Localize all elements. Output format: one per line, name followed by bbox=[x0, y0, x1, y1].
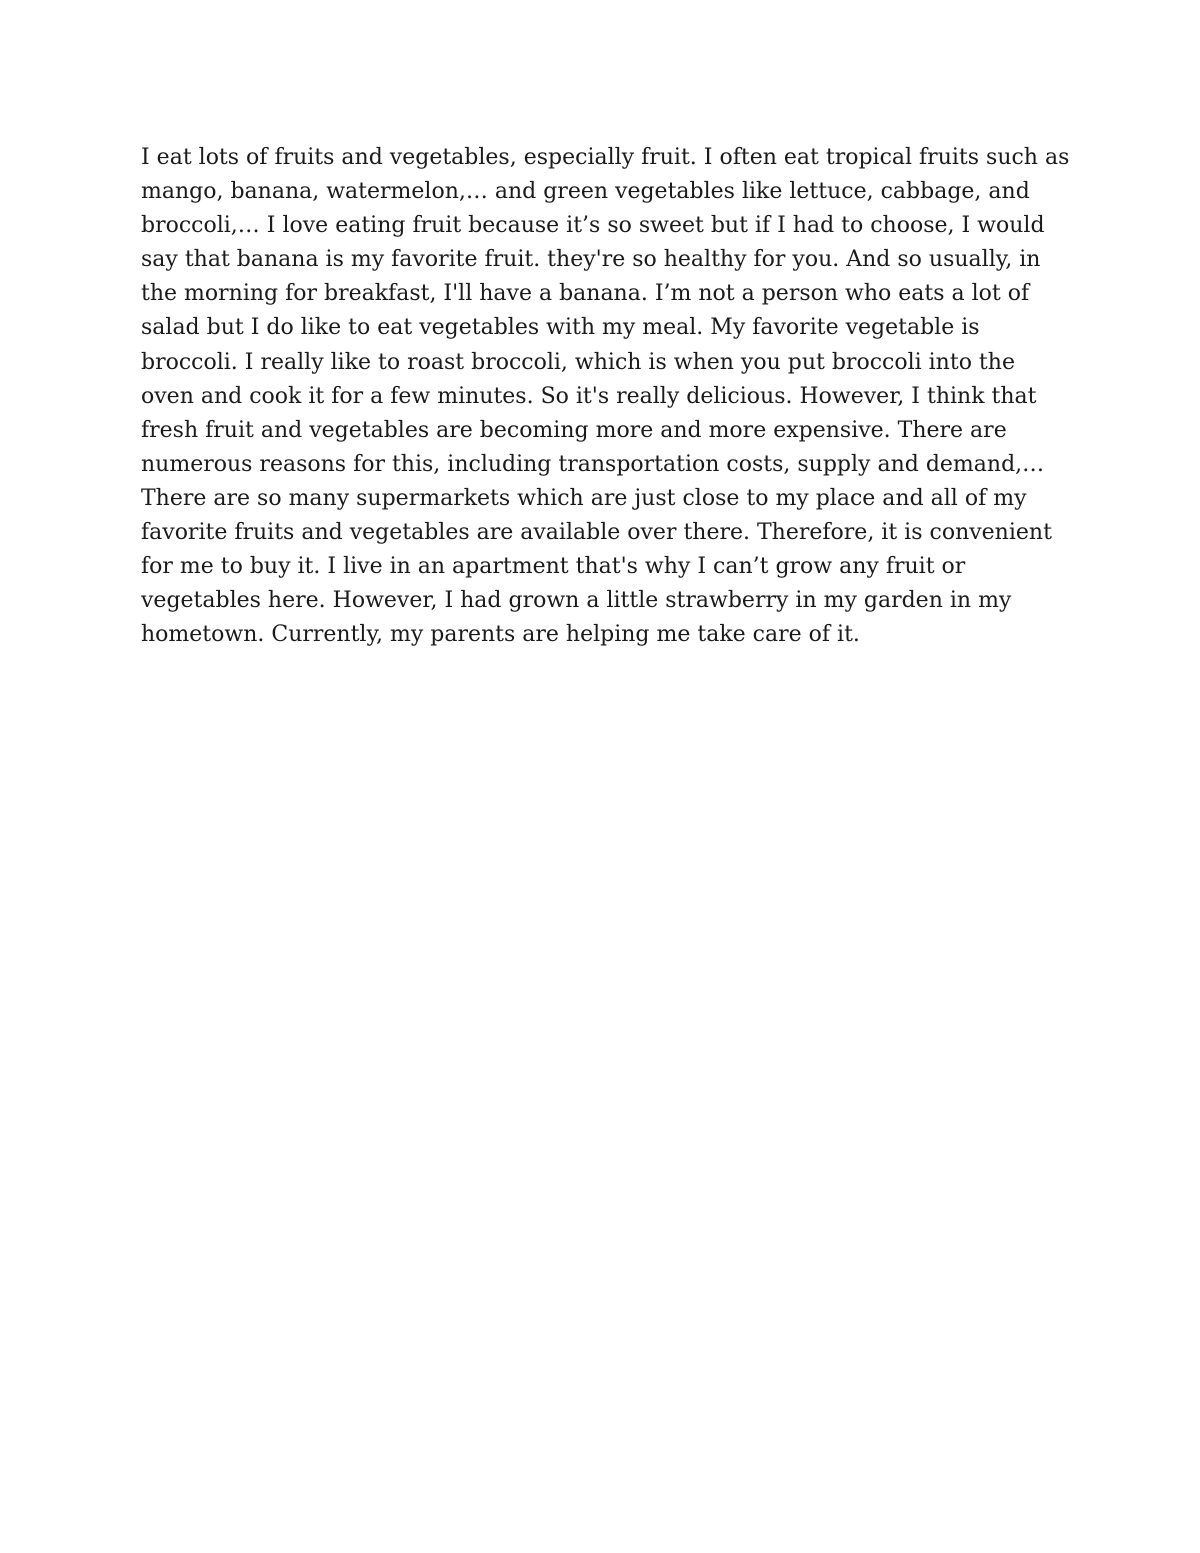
paragraph-line: mango, banana, watermelon,… and green vegetables like lettuce, cabbage, and bbox=[141, 179, 1030, 205]
paragraph-line: salad but I do like to eat vegetables with my meal. My favorite vegetable is bbox=[141, 315, 980, 341]
paragraph-line: hometown. Currently, my parents are helping me take care of it. bbox=[141, 622, 860, 648]
paragraph-line: for me to buy it. I live in an apartment that's why I can’t grow any fruit or bbox=[141, 554, 966, 580]
paragraph-line: broccoli,… I love eating fruit because it’s so sweet but if I had to choose, I would bbox=[141, 213, 1045, 239]
paragraph-line: vegetables here. However, I had grown a little strawberry in my garden in my bbox=[141, 588, 1012, 614]
body-paragraph bbox=[141, 141, 1070, 652]
paragraph-line: say that banana is my favorite fruit. they're so healthy for you. And so usually, in bbox=[141, 247, 1041, 273]
paragraph-line: numerous reasons for this, including transportation costs, supply and demand,… bbox=[141, 451, 1045, 477]
paragraph-line: There are so many supermarkets which are just close to my place and all of my bbox=[141, 485, 1027, 511]
paragraph-line: favorite fruits and vegetables are available over there. Therefore, it is convenient bbox=[141, 520, 1052, 546]
paragraph-line: the morning for breakfast, I'll have a banana. I’m not a person who eats a lot of bbox=[141, 281, 1030, 307]
paragraph-line: broccoli. I really like to roast broccoli, which is when you put broccoli into the bbox=[141, 349, 1015, 375]
paragraph-line: oven and cook it for a few minutes. So it's really delicious. However, I think that bbox=[141, 383, 1037, 409]
paragraph-line: fresh fruit and vegetables are becoming more and more expensive. There are bbox=[141, 417, 1007, 443]
paragraph-line: I eat lots of fruits and vegetables, especially fruit. I often eat tropical fruits such as bbox=[141, 145, 1070, 170]
